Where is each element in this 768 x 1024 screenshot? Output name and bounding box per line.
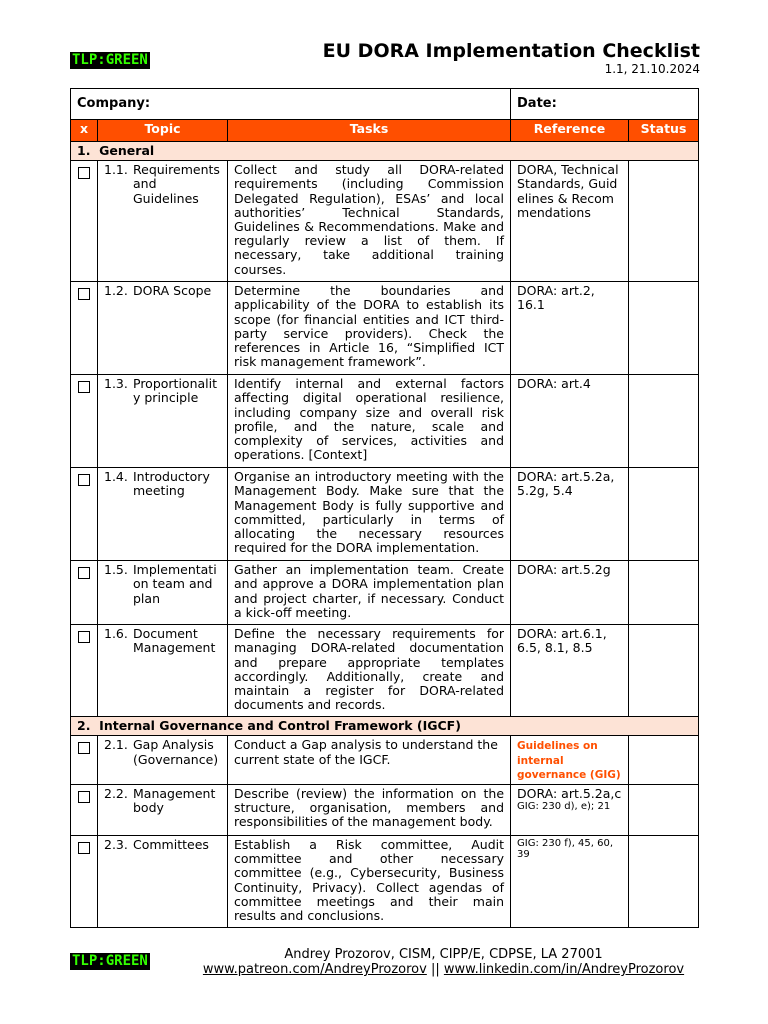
row-number: 1.6. — [104, 626, 128, 642]
company-field[interactable] — [71, 89, 511, 120]
checkbox[interactable] — [78, 474, 90, 486]
row-status[interactable] — [629, 375, 699, 468]
row-reference: DORA: art.5.2g — [511, 561, 629, 625]
row-topic: Implementation team and plan — [133, 562, 217, 606]
table-row — [71, 561, 699, 625]
row-topic: Committees — [133, 836, 209, 852]
checklist-table — [70, 88, 699, 928]
checkbox[interactable] — [78, 742, 90, 754]
header-status: Status — [629, 120, 699, 142]
checkbox[interactable] — [78, 791, 90, 803]
row-status[interactable] — [629, 625, 699, 717]
row-topic: Document Management — [133, 626, 216, 656]
row-reference: DORA: art.5.2a,c GIG: 230 d), e); 21 — [511, 784, 629, 835]
page-title: EU DORA Implementation Checklist — [322, 40, 700, 62]
meta-row — [71, 89, 699, 120]
row-task: Define the necessary requirements for managing DORA-related documentation and prepare appropriate templates accordingly. Additionally, create and maintain a register for DORA-related documents and records. — [228, 625, 511, 717]
table-row — [71, 625, 699, 717]
version-date: 1.1, 21.10.2024 — [604, 62, 700, 76]
checkbox[interactable] — [78, 288, 90, 300]
row-task: Determine the boundaries and applicability of the DORA to establish its scope (for financial entities and ICT third-party service providers). Check the references in Article 16, “Simplified ICT risk management framework”. — [228, 282, 511, 375]
row-reference: Guidelines on internal governance (GIG) — [511, 736, 629, 785]
row-task: Identify internal and external factors affecting digital operational resilience, including company size and overall risk profile, and the nature, scale and complexity of services, activities and operations. [Context] — [228, 375, 511, 468]
checkbox[interactable] — [78, 167, 90, 179]
row-topic: Requirements and Guidelines — [133, 162, 220, 206]
checkbox[interactable] — [78, 631, 90, 643]
header-reference: Reference — [511, 120, 629, 142]
linkedin-link[interactable]: www.linkedin.com/in/AndreyProzorov — [443, 962, 685, 977]
row-reference: DORA: art.5.2a, 5.2g, 5.4 — [511, 468, 629, 561]
row-topic: Proportionality principle — [133, 376, 218, 406]
row-topic: Management body — [133, 785, 216, 816]
row-number: 1.3. — [104, 376, 128, 392]
row-task: Conduct a Gap analysis to understand the current state of the IGCF. — [228, 736, 511, 785]
row-number: 2.3. — [104, 836, 128, 852]
row-number: 1.4. — [104, 469, 128, 485]
table-row — [71, 282, 699, 375]
checkbox[interactable] — [78, 842, 90, 854]
row-reference: DORA: art.4 — [511, 375, 629, 468]
row-status[interactable] — [629, 561, 699, 625]
footer-links — [0, 962, 768, 977]
company-label: Company: — [77, 95, 151, 111]
footer-author: Andrey Prozorov, CISM, CIPP/E, CDPSE, LA 27001 — [284, 947, 603, 962]
checkbox[interactable] — [78, 381, 90, 393]
header-row — [71, 120, 699, 142]
section-igcf: 2. Internal Governance and Control Framework (IGCF) — [71, 717, 699, 736]
header-x: x — [71, 120, 98, 142]
row-topic: Gap Analysis (Governance) — [133, 737, 219, 767]
row-reference: DORA: art.2, 16.1 — [511, 282, 629, 375]
header-tasks: Tasks — [228, 120, 511, 142]
row-number: 2.1. — [104, 737, 128, 753]
row-status[interactable] — [629, 784, 699, 835]
table-row — [71, 161, 699, 282]
date-field[interactable] — [511, 89, 699, 120]
row-number: 1.2. — [104, 283, 128, 299]
row-status[interactable] — [629, 835, 699, 927]
row-number: 2.2. — [104, 785, 128, 801]
row-reference: DORA: art.6.1, 6.5, 8.1, 8.5 — [511, 625, 629, 717]
row-task: Gather an implementation team. Create and approve a DORA implementation plan and project charter, if necessary. Conduct a kick-off meeting. — [228, 561, 511, 625]
tlp-label-bottom: TLP:GREEN — [72, 953, 148, 969]
row-status[interactable] — [629, 736, 699, 785]
tlp-label-top: TLP:GREEN — [72, 52, 148, 68]
link-separator: || — [430, 962, 440, 977]
row-number: 1.5. — [104, 562, 128, 578]
row-status[interactable] — [629, 282, 699, 375]
row-reference: DORA, Technical Standards, Guidelines & Recommendations — [511, 161, 629, 282]
table-row — [71, 468, 699, 561]
row-task: Describe (review) the information on the structure, organisation, members and responsibilities of the management body. — [228, 784, 511, 835]
table-row — [71, 784, 699, 835]
row-number: 1.1. — [104, 162, 128, 178]
date-label: Date: — [517, 95, 557, 111]
section-general: 1. General — [71, 142, 699, 161]
row-task: Establish a Risk committee, Audit committee and other necessary committee (e.g., Cybersecurity, Business Continuity, Privacy). Collect agendas of committee meetings and their main results and conclusions. — [228, 835, 511, 927]
checkbox[interactable] — [78, 567, 90, 579]
table-row — [71, 835, 699, 927]
table-row — [71, 736, 699, 785]
patreon-link[interactable]: www.patreon.com/AndreyProzorov — [202, 962, 427, 977]
row-status[interactable] — [629, 468, 699, 561]
row-topic: DORA Scope — [133, 283, 212, 299]
row-task: Organise an introductory meeting with the Management Body. Make sure that the Management Body is fully supportive and committed, particularly in terms of allocating the necessary resources required for the DORA implementation. — [228, 468, 511, 561]
header-topic: Topic — [98, 120, 228, 142]
row-status[interactable] — [629, 161, 699, 282]
table-row — [71, 375, 699, 468]
row-task: Collect and study all DORA-related requirements (including Commission Delegated Regulation), ESAs’ and local authorities’ Technical Standards, Guidelines & Recommendations. Make and regularly review a list of them. If necessary, take additional training courses. — [228, 161, 511, 282]
row-topic: Introductory meeting — [133, 469, 210, 499]
row-reference: GIG: 230 f), 45, 60, 39 — [511, 835, 629, 927]
